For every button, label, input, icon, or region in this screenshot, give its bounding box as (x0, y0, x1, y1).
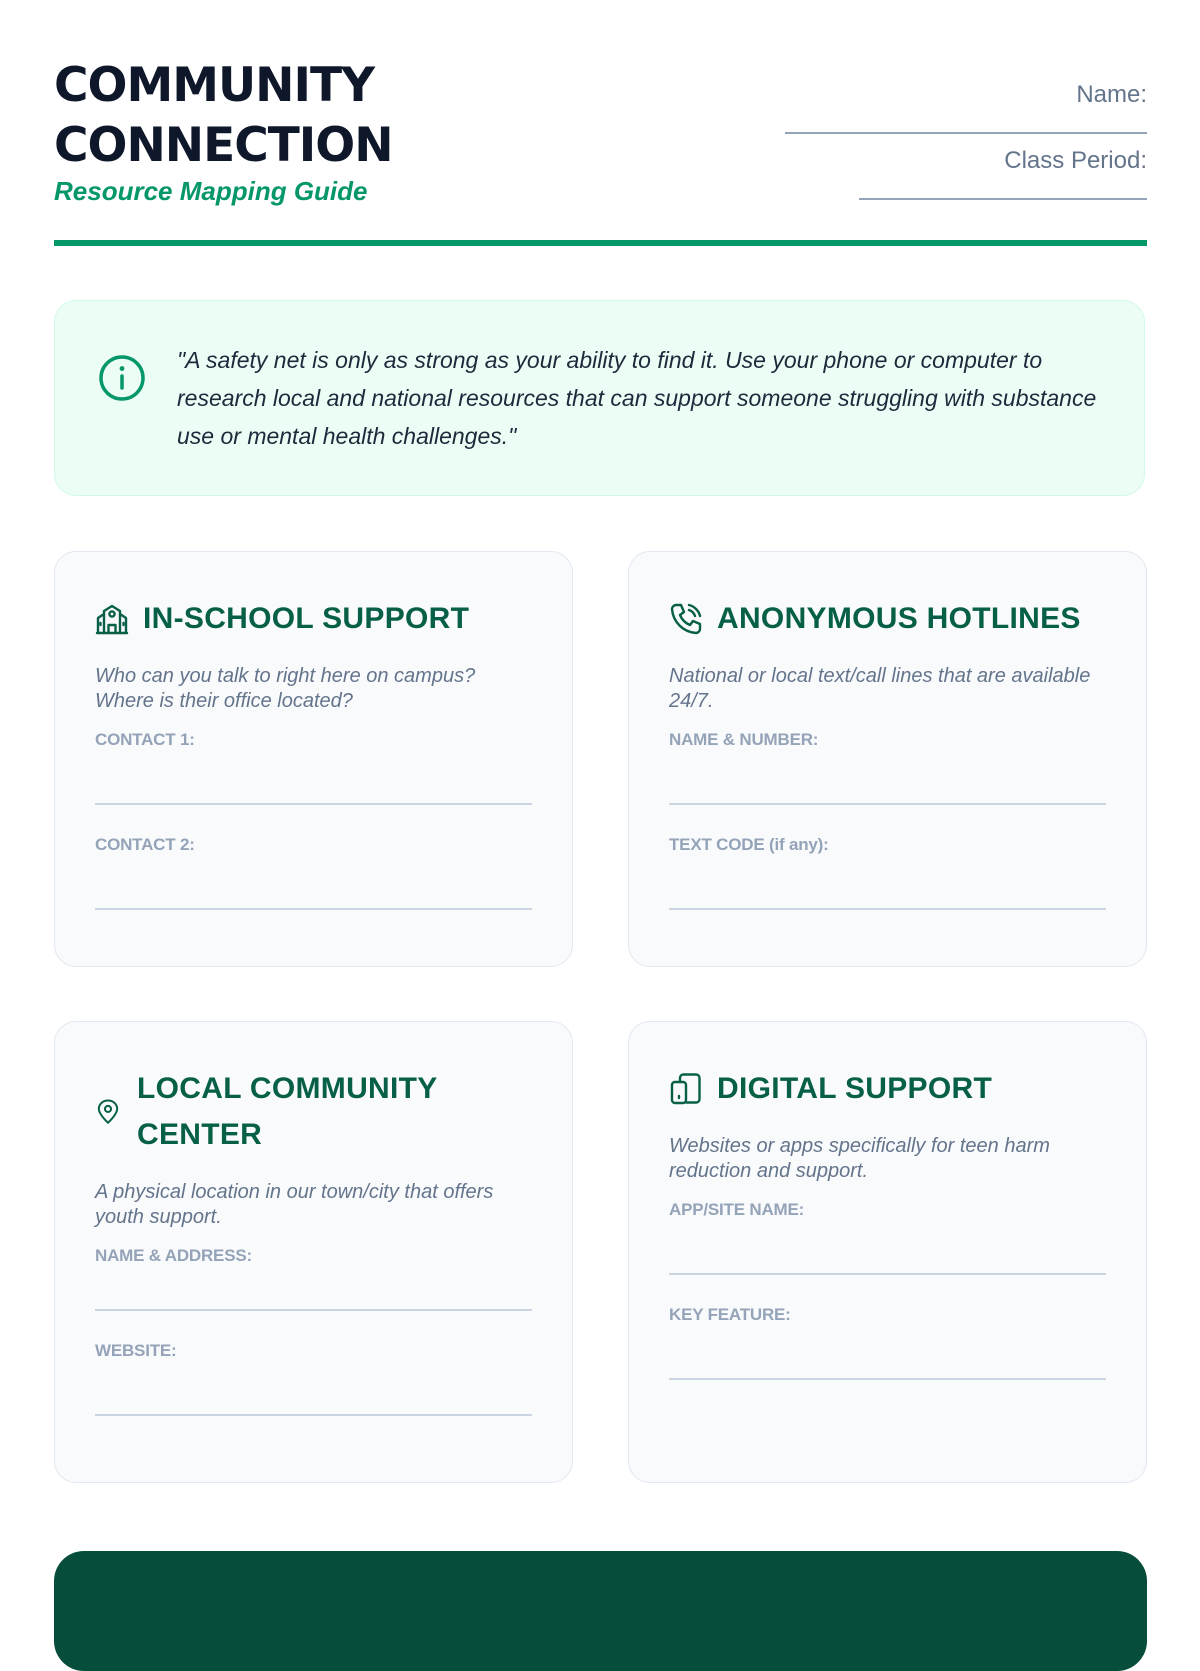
title-line-2: CONNECTION (54, 118, 393, 173)
app-site-name-label: APP/SITE NAME: (669, 1200, 805, 1219)
mobile-device-icon (669, 1072, 703, 1106)
worksheet-page (54, 0, 1147, 1600)
card-local-community-center (54, 1021, 573, 1483)
card-anonymous-hotlines (628, 551, 1147, 967)
card-title: ANONYMOUS HOTLINES (717, 602, 1081, 635)
card-header (669, 1066, 1109, 1112)
key-feature-label: KEY FEATURE: (669, 1305, 791, 1324)
card-description: National or local text/call lines that are available 24/7. (669, 665, 1091, 712)
card-header (95, 596, 535, 642)
name-label: Name: (1076, 81, 1147, 108)
card-digital-support (628, 1021, 1147, 1483)
card-description: A physical location in our town/city that offers youth support. (95, 1181, 494, 1228)
key-feature-blank[interactable] (669, 1378, 1106, 1380)
student-info (785, 80, 1147, 212)
card-description: Who can you talk to right here on campus? Where is their office located? (95, 665, 476, 712)
contact-2-label: CONTACT 2: (95, 835, 195, 854)
card-title: DIGITAL SUPPORT (717, 1072, 993, 1105)
worksheet-header (54, 56, 1147, 246)
name-address-label: NAME & ADDRESS: (95, 1246, 252, 1265)
card-header (95, 1066, 515, 1158)
card-in-school-support (54, 551, 573, 967)
contact-1-blank[interactable] (95, 803, 532, 805)
text-code-label: TEXT CODE (if any): (669, 835, 829, 854)
map-pin-icon (95, 1099, 121, 1125)
website-blank[interactable] (95, 1414, 532, 1416)
name-number-blank[interactable] (669, 803, 1106, 805)
card-header (669, 596, 1109, 642)
contact-1-label: CONTACT 1: (95, 730, 195, 749)
header-divider (54, 240, 1147, 246)
website-label: WEBSITE: (95, 1341, 177, 1360)
contact-2-blank[interactable] (95, 908, 532, 910)
card-title: IN-SCHOOL SUPPORT (143, 602, 470, 635)
school-building-icon (95, 602, 129, 636)
footer-banner (54, 1551, 1147, 1671)
class-period-blank[interactable] (859, 198, 1147, 200)
quote-callout (54, 300, 1145, 496)
info-circle-icon (97, 353, 147, 403)
title-line-1: COMMUNITY (54, 58, 375, 113)
name-blank[interactable] (785, 132, 1147, 134)
page-subtitle: Resource Mapping Guide (54, 176, 368, 206)
class-period-label: Class Period: (1004, 147, 1147, 174)
name-address-blank[interactable] (95, 1309, 532, 1311)
quote-text: "A safety net is only as strong as your ability to find it. Use your phone or computer to research local and national resources that can support someone struggling with substance use or mental health challenges." (177, 347, 1097, 449)
text-code-blank[interactable] (669, 908, 1106, 910)
card-description: Websites or apps specifically for teen harm reduction and support. (669, 1135, 1050, 1182)
name-number-label: NAME & NUMBER: (669, 730, 819, 749)
card-title: LOCAL COMMUNITY CENTER (137, 1072, 438, 1151)
app-site-name-blank[interactable] (669, 1273, 1106, 1275)
phone-call-icon (669, 602, 703, 636)
